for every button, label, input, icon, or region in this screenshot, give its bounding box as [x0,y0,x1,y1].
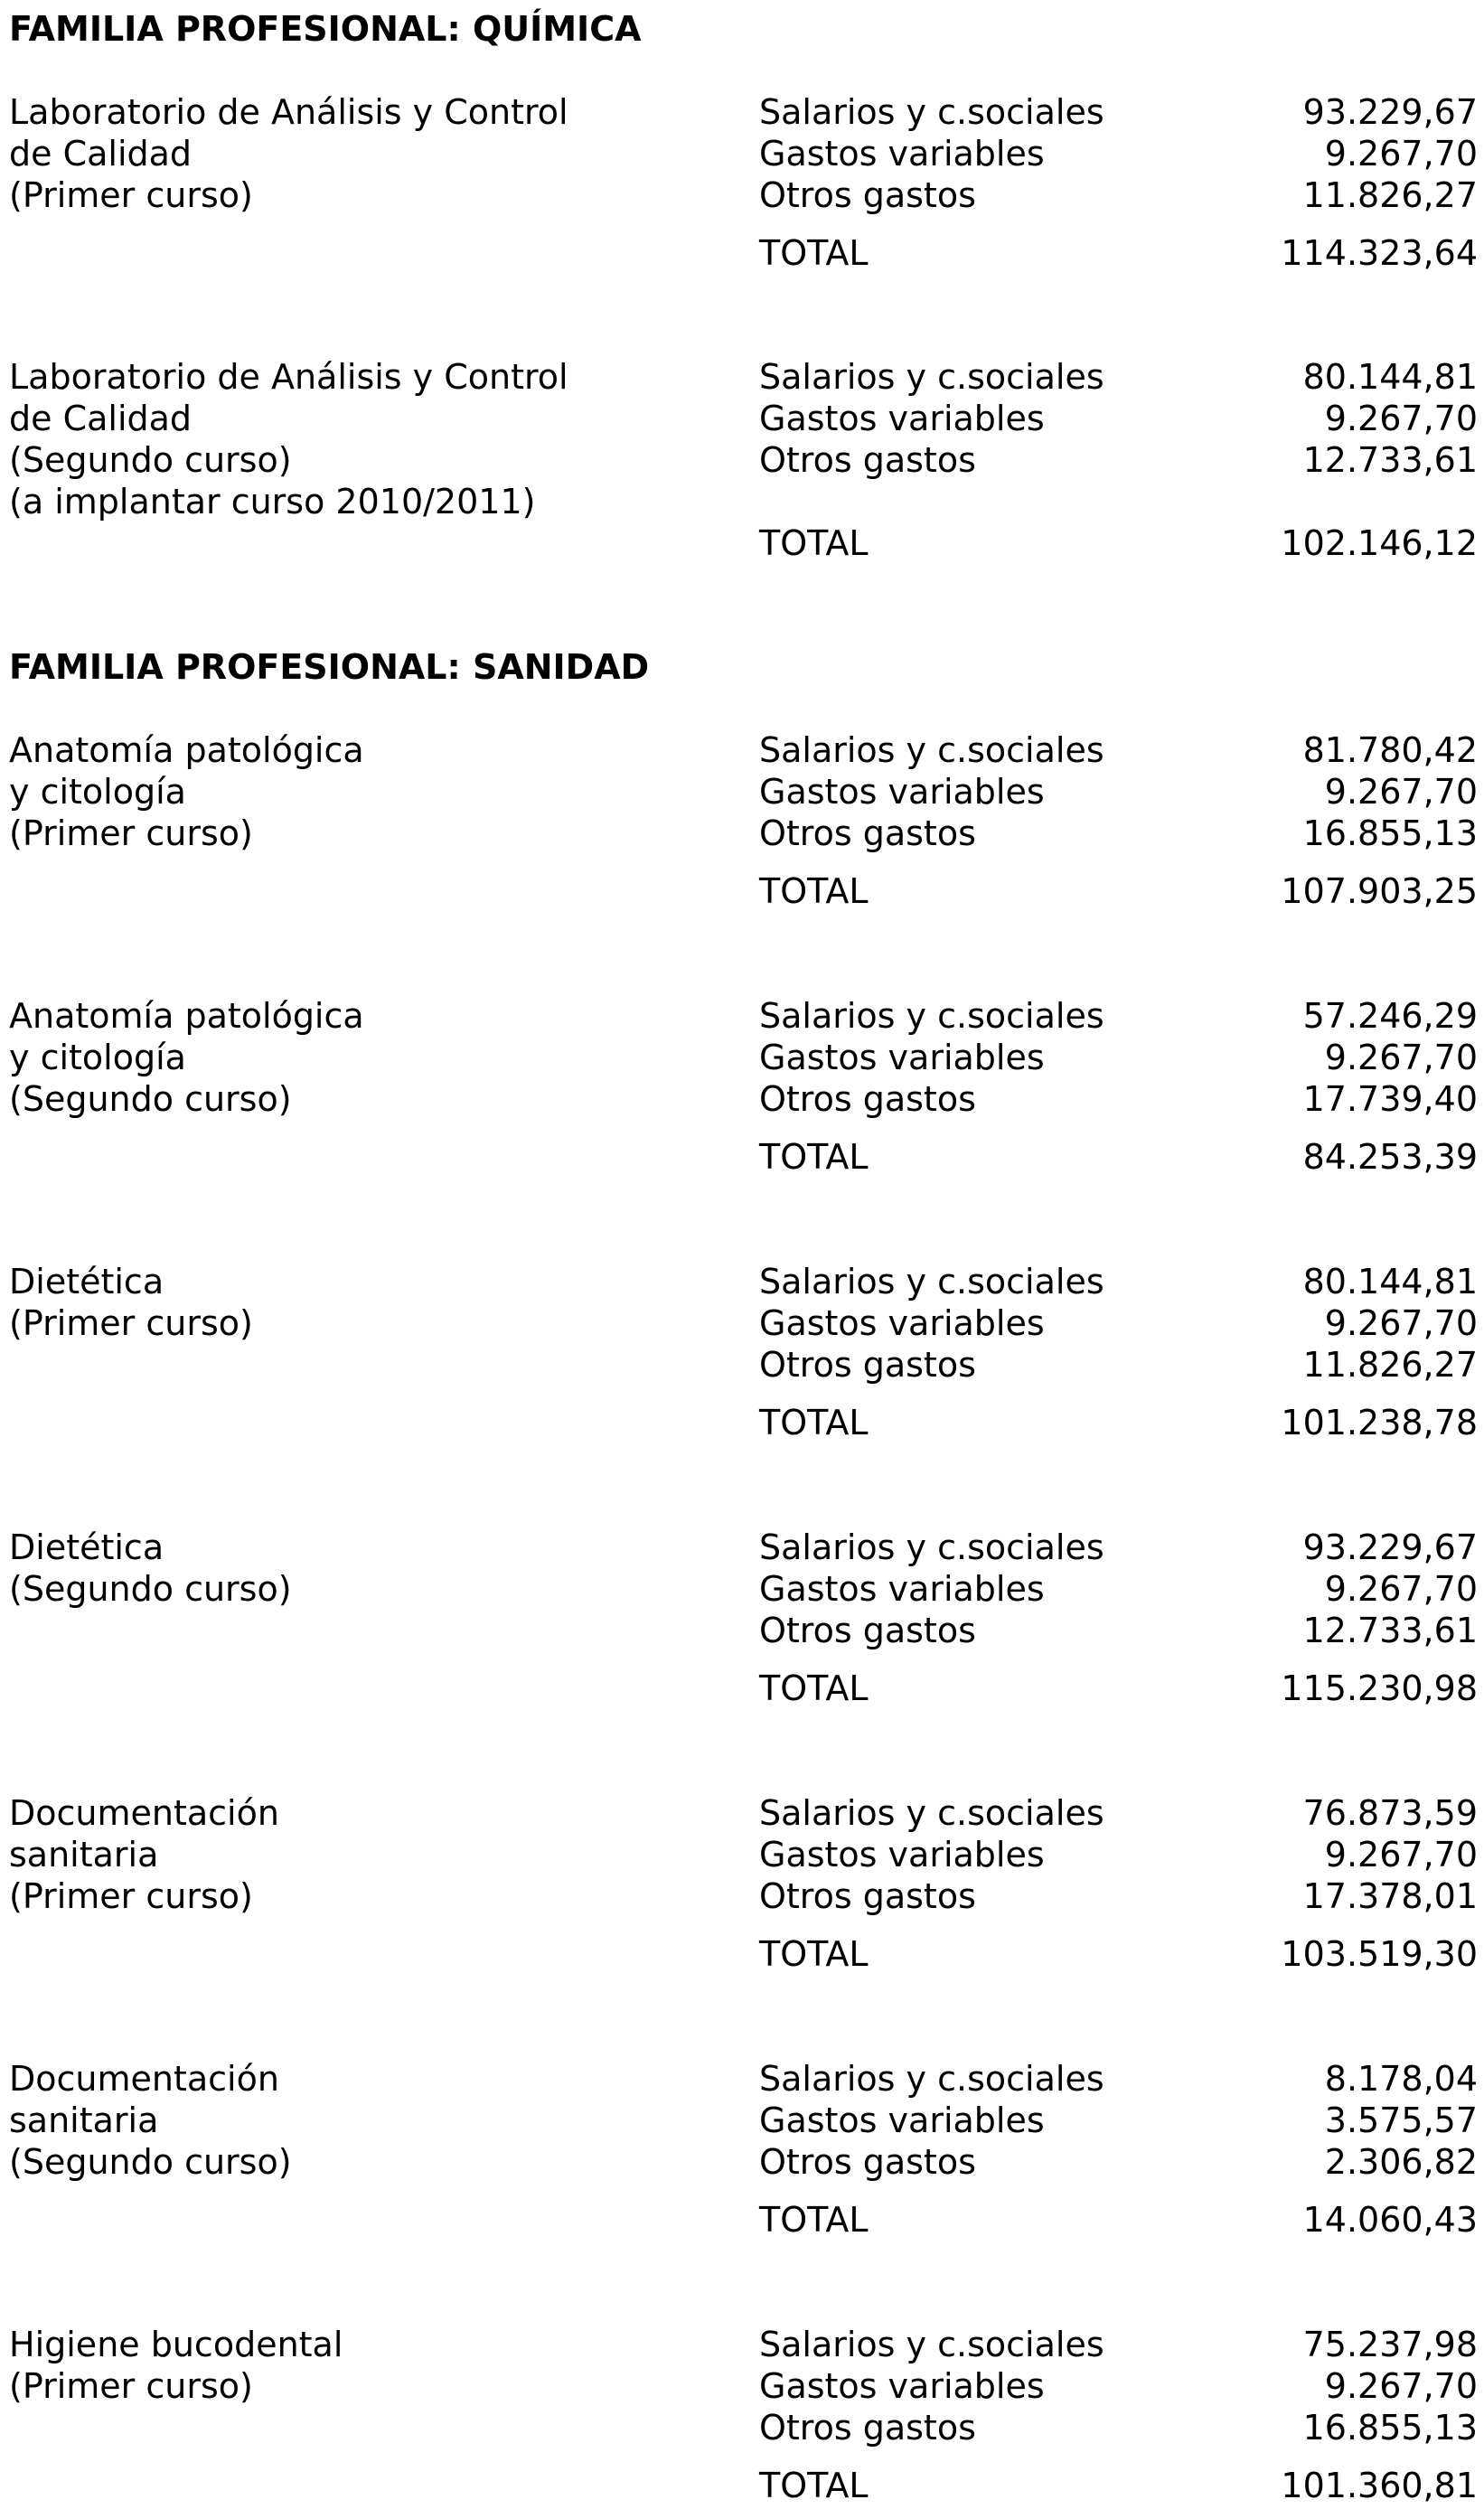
cost-value: 17.739,40 [1302,1079,1478,1119]
total-label: TOTAL [759,871,869,911]
total-label: TOTAL [759,1403,869,1442]
cost-row [759,2324,1478,2365]
total-label: TOTAL [759,1137,869,1177]
course-name-line: sanitaria [9,2100,159,2140]
course-name-line: (a implantar curso 2010/2011) [9,482,536,522]
cost-value: 9.267,70 [1324,399,1478,438]
course-name-line: Anatomía patológica [9,730,364,770]
total-value: 84.253,39 [1302,1137,1478,1177]
course-name-line: (Segundo curso) [9,1569,292,1609]
total-value: 14.060,43 [1302,2200,1478,2240]
family-heading-quimica: FAMILIA PROFESIONAL: QUÍMICA [9,9,642,49]
total-value: 103.519,30 [1281,1934,1478,1974]
cost-value: 11.826,27 [1302,175,1478,215]
cost-row [759,2407,1478,2448]
total-label: TOTAL [759,1668,869,1708]
cost-value: 76.873,59 [1302,1793,1478,1833]
total-row [759,2199,1478,2241]
total-row [759,2465,1478,2506]
cost-value: 9.267,70 [1324,134,1478,174]
course-name-line: (Segundo curso) [9,1079,292,1119]
family-heading-sanidad: FAMILIA PROFESIONAL: SANIDAD [9,647,650,687]
cost-row [759,133,1478,174]
cost-label: Gastos variables [759,399,1045,438]
course-name-line: y citología [9,1038,186,1077]
cost-label: Salarios y c.sociales [759,357,1104,397]
course-name-line: y citología [9,772,186,812]
cost-label: Salarios y c.sociales [759,1793,1104,1833]
course-name-line: Laboratorio de Análisis y Control [9,92,568,132]
cost-row [759,1037,1478,1078]
cost-label: Otros gastos [759,1876,976,1916]
total-value: 107.903,25 [1281,871,1478,911]
cost-label: Gastos variables [759,1569,1045,1609]
total-label: TOTAL [759,233,869,273]
course-name-line: (Segundo curso) [9,440,292,480]
cost-row [759,1875,1478,1917]
course-name-line: Laboratorio de Análisis y Control [9,357,568,397]
cost-label: Otros gastos [759,2408,976,2448]
total-label: TOTAL [759,2200,869,2240]
course-name [9,1792,279,1917]
course-name [9,91,568,216]
total-row [759,1933,1478,1975]
cost-row [759,1834,1478,1875]
cost-value: 9.267,70 [1324,1835,1478,1875]
cost-value: 9.267,70 [1324,1303,1478,1343]
course-name-line: Anatomía patológica [9,996,364,1036]
cost-value: 9.267,70 [1324,1569,1478,1609]
total-row [759,522,1478,564]
course-name-line: de Calidad [9,134,193,174]
cost-label: Otros gastos [759,1079,976,1119]
cost-label: Gastos variables [759,2100,1045,2140]
cost-value: 17.378,01 [1302,1876,1478,1916]
cost-row [759,174,1478,216]
cost-row [759,995,1478,1037]
course-name-line: Documentación [9,2059,279,2099]
total-row [759,1668,1478,1709]
cost-value: 16.855,13 [1302,813,1478,853]
cost-row [759,2058,1478,2100]
course-name-line: (Primer curso) [9,1876,253,1916]
total-row [759,1136,1478,1178]
course-name [9,729,364,854]
cost-label: Otros gastos [759,440,976,480]
course-name [9,1261,253,1344]
cost-row [759,91,1478,133]
total-value: 101.360,81 [1281,2466,1478,2505]
cost-value: 93.229,67 [1302,1527,1478,1567]
cost-row [759,1344,1478,1386]
cost-label: Otros gastos [759,813,976,853]
course-name-line: Dietética [9,1262,164,1301]
course-name [9,2324,343,2407]
cost-label: Otros gastos [759,2142,976,2182]
cost-label: Salarios y c.sociales [759,2059,1104,2099]
cost-label: Salarios y c.sociales [759,92,1104,132]
cost-row [759,1078,1478,1120]
total-row [759,870,1478,912]
cost-row [759,2100,1478,2141]
cost-label: Salarios y c.sociales [759,1262,1104,1301]
total-row [759,1402,1478,1443]
course-name-line: (Primer curso) [9,1303,253,1343]
cost-row [759,439,1478,481]
cost-label: Salarios y c.sociales [759,996,1104,1036]
course-name-line: Dietética [9,1527,164,1567]
cost-value: 12.733,61 [1302,440,1478,480]
cost-row [759,729,1478,771]
course-name [9,1527,292,1610]
course-name-line: (Primer curso) [9,813,253,853]
course-name-line: (Primer curso) [9,175,253,215]
course-name [9,2058,292,2183]
total-value: 101.238,78 [1281,1403,1478,1442]
total-label: TOTAL [759,1934,869,1974]
cost-row [759,813,1478,854]
cost-label: Gastos variables [759,1835,1045,1875]
cost-row [759,2141,1478,2183]
total-label: TOTAL [759,2466,869,2505]
total-value: 102.146,12 [1281,523,1478,563]
course-name-line: de Calidad [9,399,193,438]
total-value: 115.230,98 [1281,1668,1478,1708]
cost-value: 8.178,04 [1324,2059,1478,2099]
cost-row [759,1610,1478,1651]
cost-value: 93.229,67 [1302,92,1478,132]
cost-row [759,398,1478,439]
course-name-line: Documentación [9,1793,279,1833]
cost-value: 2.306,82 [1324,2142,1478,2182]
cost-value: 80.144,81 [1302,357,1478,397]
cost-row [759,771,1478,813]
cost-value: 9.267,70 [1324,2366,1478,2406]
cost-label: Otros gastos [759,1345,976,1385]
cost-value: 16.855,13 [1302,2408,1478,2448]
course-name-line: Higiene bucodental [9,2325,343,2364]
cost-row [759,1568,1478,1610]
cost-row [759,2365,1478,2407]
cost-label: Gastos variables [759,1038,1045,1077]
cost-value: 3.575,57 [1324,2100,1478,2140]
course-name [9,356,568,522]
course-name-line: (Primer curso) [9,2366,253,2406]
cost-label: Gastos variables [759,134,1045,174]
cost-value: 80.144,81 [1302,1262,1478,1301]
cost-label: Gastos variables [759,1303,1045,1343]
course-name-line: (Segundo curso) [9,2142,292,2182]
cost-value: 9.267,70 [1324,1038,1478,1077]
cost-row [759,356,1478,398]
cost-value: 57.246,29 [1302,996,1478,1036]
cost-label: Otros gastos [759,175,976,215]
cost-label: Gastos variables [759,772,1045,812]
cost-label: Salarios y c.sociales [759,730,1104,770]
cost-row [759,1792,1478,1834]
cost-label: Gastos variables [759,2366,1045,2406]
total-value: 114.323,64 [1281,233,1478,273]
cost-label: Salarios y c.sociales [759,2325,1104,2364]
cost-row [759,1261,1478,1302]
total-row [759,232,1478,274]
cost-row [759,1302,1478,1344]
cost-value: 75.237,98 [1302,2325,1478,2364]
cost-value: 11.826,27 [1302,1345,1478,1385]
cost-row [759,1527,1478,1568]
course-name-line: sanitaria [9,1835,159,1875]
cost-value: 9.267,70 [1324,772,1478,812]
cost-value: 81.780,42 [1302,730,1478,770]
cost-value: 12.733,61 [1302,1611,1478,1650]
cost-label: Salarios y c.sociales [759,1527,1104,1567]
total-label: TOTAL [759,523,869,563]
course-name [9,995,364,1120]
cost-label: Otros gastos [759,1611,976,1650]
